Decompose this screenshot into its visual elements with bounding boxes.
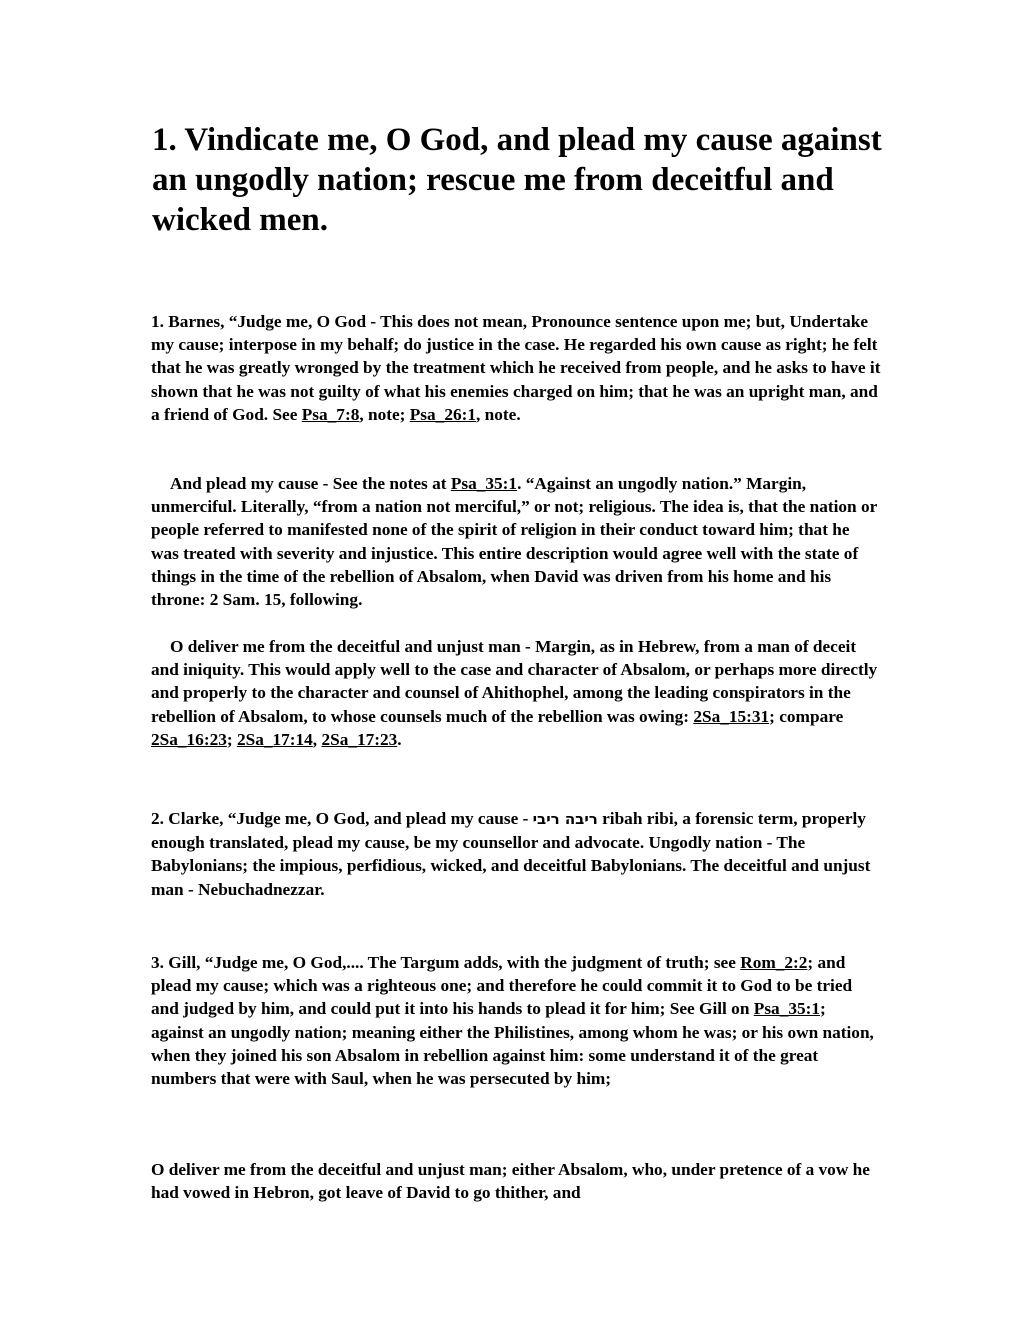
barnes-text: O deliver me from the deceitful and unjust man - Margin, as in Hebrew, from a man of deceit and iniquity. This would apply well to the case and character of Absalom, or perhaps more directly and properly to the character and counsel of Ahithophel, among the leading conspirators in the rebellion of Absalom, to whose counsels much of the rebellion was owing:: [151, 637, 878, 726]
barnes-text: , note;: [359, 404, 410, 424]
gill-paragraph-2: O deliver me from the deceitful and unjust man; either Absalom, who, under pretence of a vow he had vowed in Hebron, got leave of David to go thither, and: [151, 1160, 870, 1203]
ref-link-2sa-17-23[interactable]: 2Sa_17:23: [321, 729, 398, 749]
gill-text: ; against an ungodly nation; meaning either the Philistines, among whom he was; or his own nation, when they joined his son Absalom in rebellion against him: some understand it of the great numbers that were with Saul, when he was persecuted by him;: [151, 999, 874, 1089]
hebrew-text: ריבה ריבי: [532, 810, 598, 828]
gill-paragraph-1: [151, 951, 881, 1090]
barnes-text: ; compare: [769, 706, 844, 726]
barnes-paragraph-2: [151, 472, 881, 611]
ref-link-psa-7-8[interactable]: Psa_7:8: [301, 404, 360, 424]
gill-text: 3. Gill, “Judge me, O God,.... The Targum adds, with the judgment of truth; see: [151, 953, 741, 972]
ref-link-rom-2-2[interactable]: Rom_2:2: [740, 953, 808, 972]
barnes-paragraph-3: [151, 635, 881, 751]
ref-link-psa-26-1[interactable]: Psa_26:1: [409, 404, 476, 424]
clarke-paragraph: [151, 807, 881, 901]
barnes-text: ;: [226, 729, 237, 749]
barnes-text: And plead my cause - See the notes at: [170, 474, 451, 493]
barnes-text: , note.: [476, 404, 521, 424]
verse-heading: 1. Vindicate me, O God, and plead my cause against an ungodly nation; rescue me from deceitful and wicked men.: [152, 122, 882, 238]
ref-link-psa-35-1[interactable]: Psa_35:1: [753, 999, 821, 1019]
barnes-text: .: [397, 729, 402, 749]
ref-link-2sa-16-23[interactable]: 2Sa_16:23: [151, 729, 227, 749]
ref-link-psa-35-1[interactable]: Psa_35:1: [450, 474, 518, 493]
ref-link-2sa-17-14[interactable]: 2Sa_17:14: [236, 729, 313, 749]
gill-text: ; and plead my cause; which was a righteous one; and therefore he could commit it to God to be tried and judged by him, and could put it into his hands to plead it for him; See Gill on: [151, 953, 853, 1019]
barnes-text: 1. Barnes, “Judge me, O God - This does not mean, Pronounce sentence upon me; but, Undertake my cause; interpose in my behalf; do justice in the case. He regarded his own cause as right; he felt that he was greatly wronged by the treatment which he received from people, and he asks to have it shown that he was not guilty of what his enemies charged on him; that he was an upright man, and a friend of God. See: [151, 312, 881, 424]
clarke-text: 2. Clarke, “Judge me, O God, and plead my cause -: [151, 809, 533, 828]
barnes-text: . “Against an ungodly nation.” Margin, unmerciful. Literally, “from a nation not merciful,” or not; religious. The idea is, that the nation or people referred to manifested none of the spirit of religion in their conduct toward him; that he was treated with severity and injustice. This entire description would agree well with the state of things in the time of the rebellion of Absalom, when David was driven from his home and his throne: 2 Sam. 15, following.: [151, 474, 877, 610]
ref-link-2sa-15-31[interactable]: 2Sa_15:31: [693, 706, 770, 726]
barnes-paragraph-1: [151, 310, 881, 426]
barnes-text: ,: [312, 729, 322, 749]
clarke-text: ribah ribi, a forensic term, properly enough translated, plead my cause, be my counsellor and advocate. Ungodly nation - The Babylonians; the impious, perfidious, wicked, and deceitful Babylonians. The deceitful and unjust man - Nebuchadnezzar.: [151, 809, 871, 899]
